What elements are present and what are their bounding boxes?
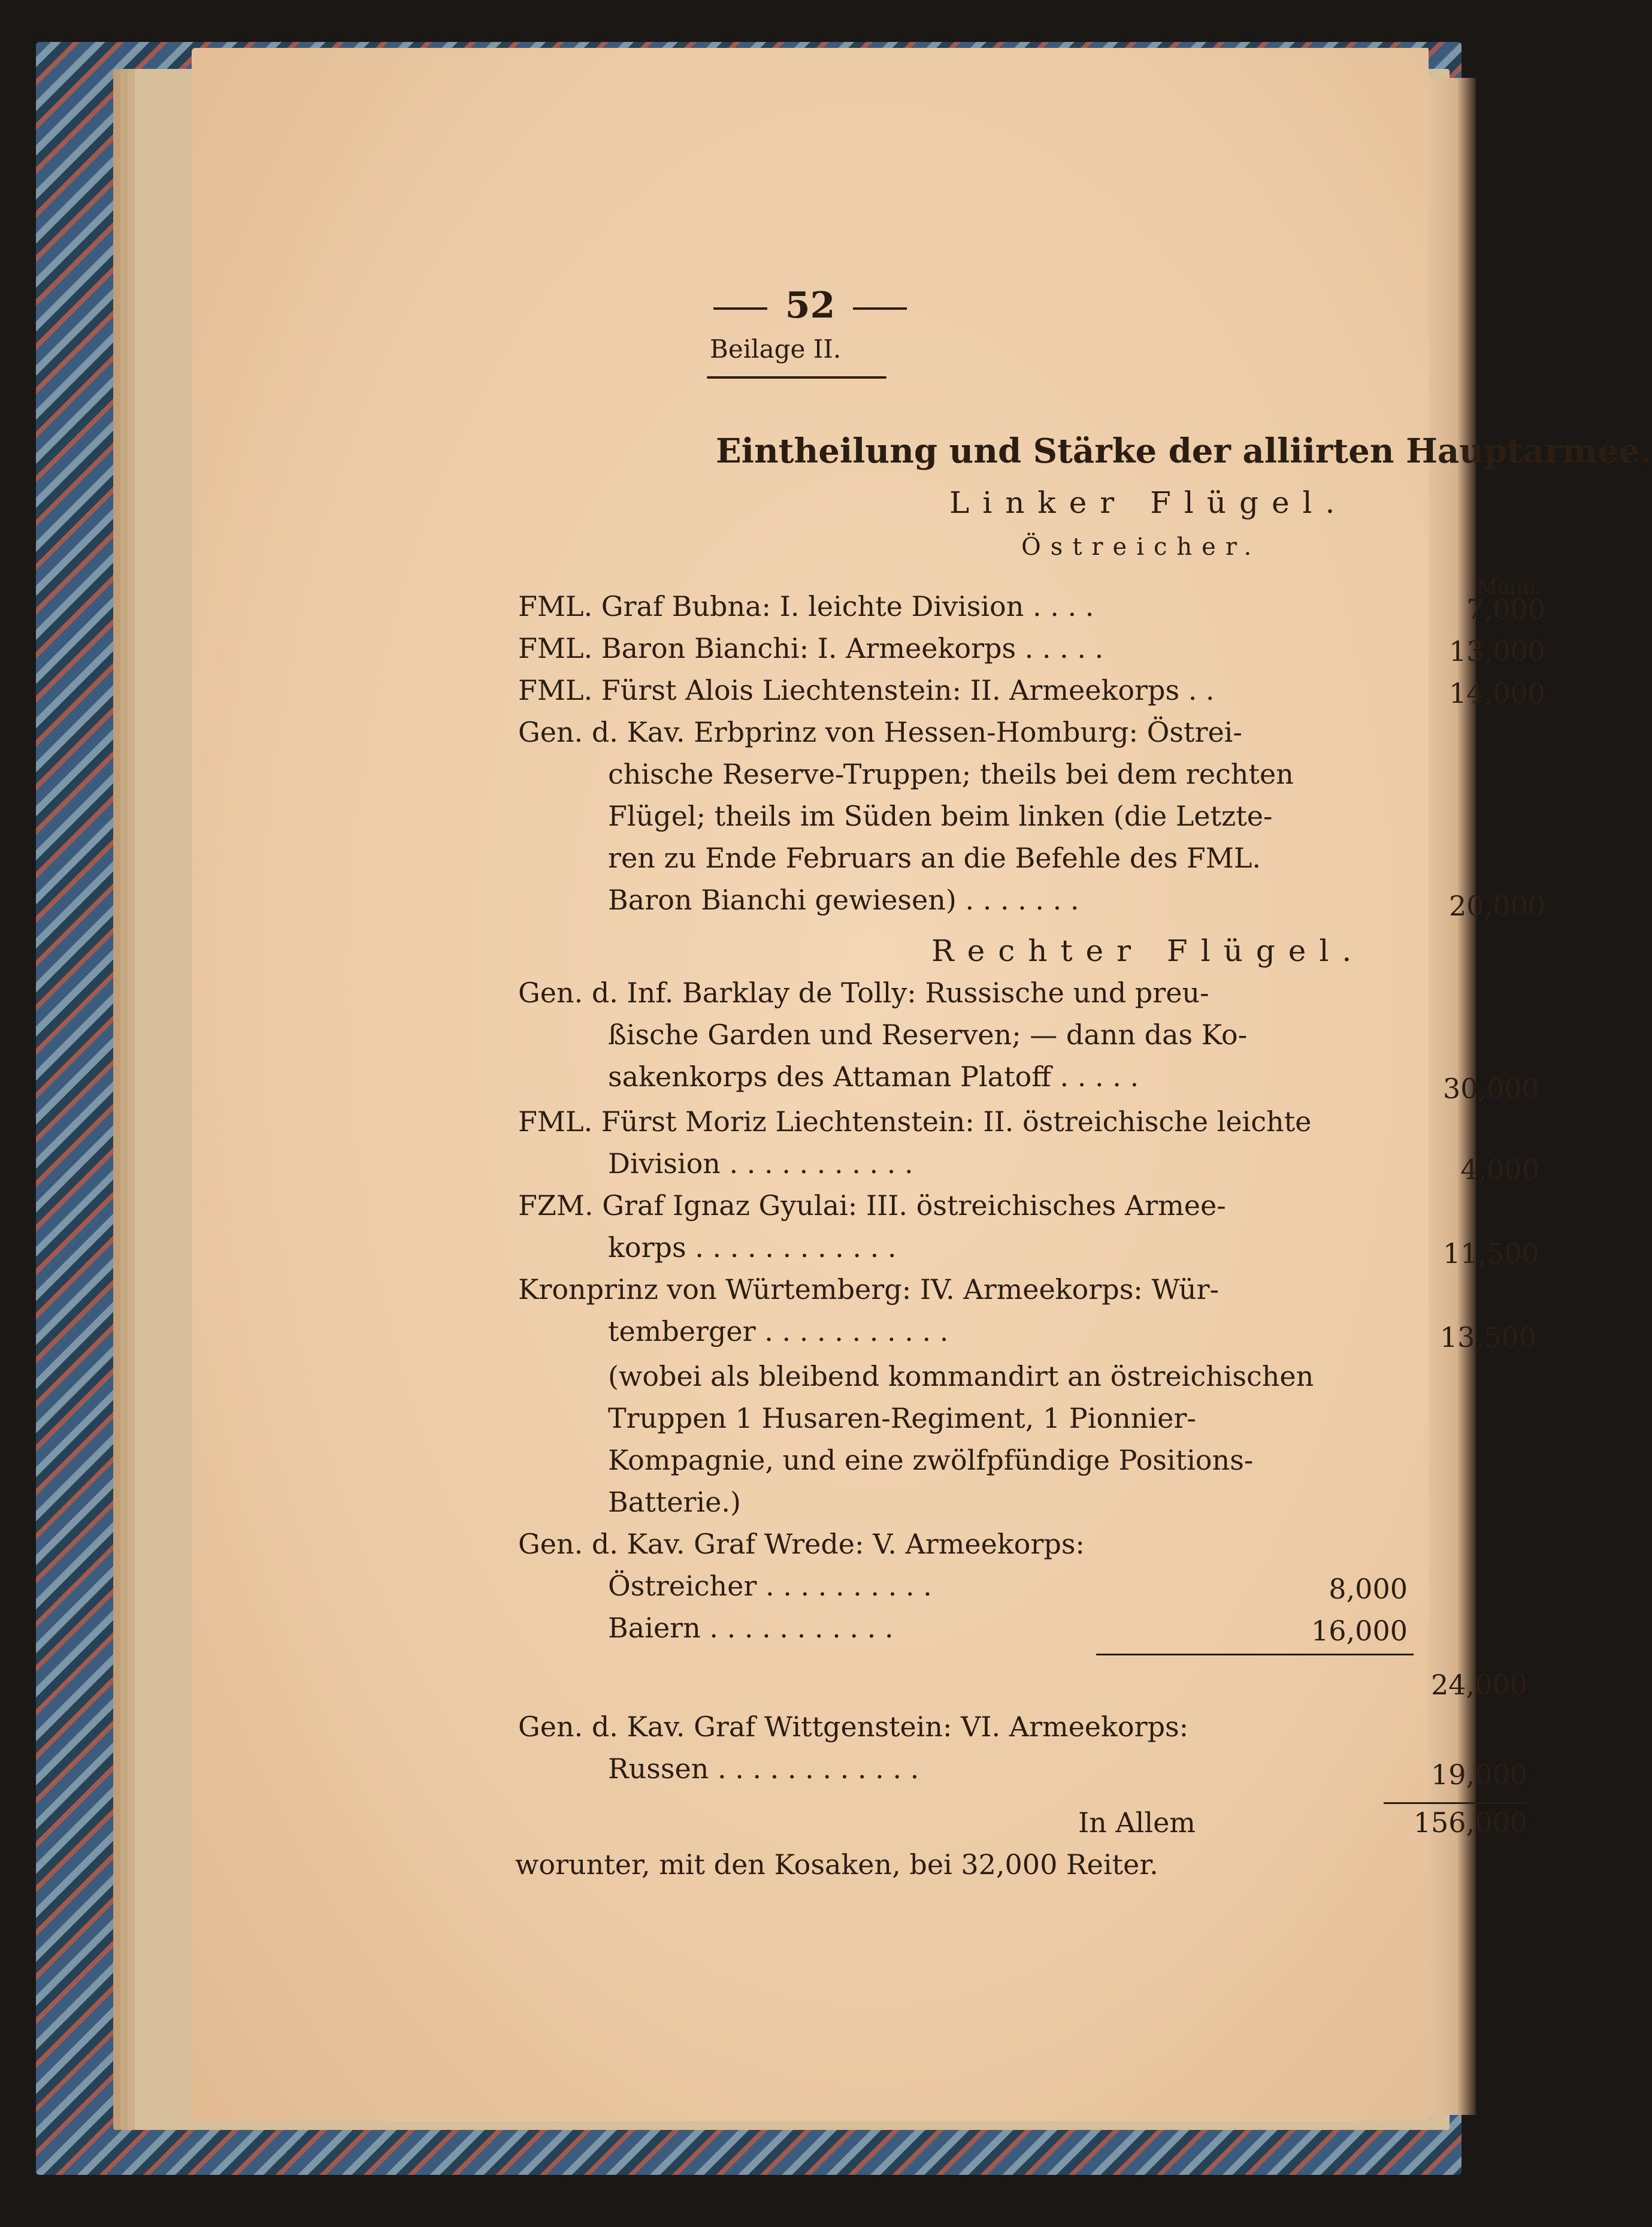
entry-value: 11,500 [1443,1237,1539,1270]
entry-value: 19,000 [1431,1758,1527,1791]
attachment-label: Beilage II. [710,334,842,364]
footnote-line: worunter, mit den Kosaken, bei 32,000 Reiter. [515,1848,1158,1881]
entry-text: Russen . . . . . . . . . . . . [608,1752,919,1785]
subtotal-rule [1096,1654,1414,1655]
total-rule [1384,1802,1527,1804]
entry-value: 13,000 [1449,635,1545,667]
entry-text: Gen. d. Kav. Erbprinz von Hessen-Homburg: Östrei- [518,716,1242,748]
page-number: 52 [192,285,1429,327]
left-wing-title: Linker Flügel. [949,485,1348,520]
entry-text: Division . . . . . . . . . . . [608,1147,913,1180]
page-heading: Eintheilung und Stärke der alliirten Hauptarmee. [716,431,1652,471]
entry-text: (wobei als bleibend kommandirt an östreichischen [608,1360,1314,1392]
entry-text: Östreicher . . . . . . . . . . [608,1570,932,1602]
entry-text: FZM. Graf Ignaz Gyulai: III. östreichisches Armee- [518,1189,1226,1222]
entry-value: 14,000 [1449,677,1545,709]
attachment-underline [707,376,886,379]
entry-text: Truppen 1 Husaren-Regiment, 1 Pionnier- [608,1402,1196,1434]
entry-text: FML. Baron Bianchi: I. Armeekorps . . . . . [518,632,1104,664]
right-wing-title: Rechter Flügel. [931,933,1365,968]
total-label: In Allem [1078,1806,1196,1839]
entry-text: Kronprinz von Würtemberg: IV. Armeekorps: Wür- [518,1273,1219,1306]
total-value: 156,000 [1413,1806,1527,1839]
entry-text: Baron Bianchi gewiesen) . . . . . . . [608,884,1079,916]
entry-text: Gen. d. Kav. Graf Wrede: V. Armeekorps: [518,1528,1085,1560]
entry-text: FML. Fürst Alois Liechtenstein: II. Armeekorps . . [518,674,1215,706]
entry-value: 13,500 [1440,1321,1536,1353]
entry-value: 16,000 [1311,1615,1408,1647]
entry-value: 8,000 [1329,1573,1408,1605]
entry-text: chische Reserve-Truppen; theils bei dem rechten [608,758,1294,790]
entry-text: Gen. d. Kav. Graf Wittgenstein: VI. Armeekorps: [518,1711,1189,1743]
entry-text: FML. Fürst Moriz Liechtenstein: II. östreichische leichte [518,1105,1312,1138]
entry-text: Kompagnie, und eine zwölfpfündige Positions- [608,1444,1254,1476]
entry-text: Batterie.) [608,1486,741,1518]
austrians-title: Östreicher. [1021,533,1261,561]
entry-text: Baiern . . . . . . . . . . . [608,1612,894,1644]
men-column-label: Mann. [1476,575,1542,599]
entry-text: FML. Graf Bubna: I. leichte Division . . . . [518,590,1094,623]
entry-text: ßische Garden und Reserven; — dann das Ko- [608,1019,1248,1051]
entry-text: sakenkorps des Attaman Platoff . . . . . [608,1060,1139,1093]
entry-value: 20,000 [1449,890,1545,922]
entry-text: ren zu Ende Februars an die Befehle des FML. [608,842,1261,874]
entry-value: 30,000 [1443,1072,1539,1105]
entry-value: 7,000 [1466,593,1545,626]
entry-value: 4,000 [1460,1153,1539,1186]
entry-text: Gen. d. Inf. Barklay de Tolly: Russische und preu- [518,977,1209,1009]
entry-text: temberger . . . . . . . . . . . [608,1315,949,1347]
entry-text: Flügel; theils im Süden beim linken (die Letzte- [608,800,1273,832]
entry-value: 24,000 [1431,1669,1527,1701]
entry-text: korps . . . . . . . . . . . . [608,1231,897,1264]
book-page [192,48,1652,2121]
